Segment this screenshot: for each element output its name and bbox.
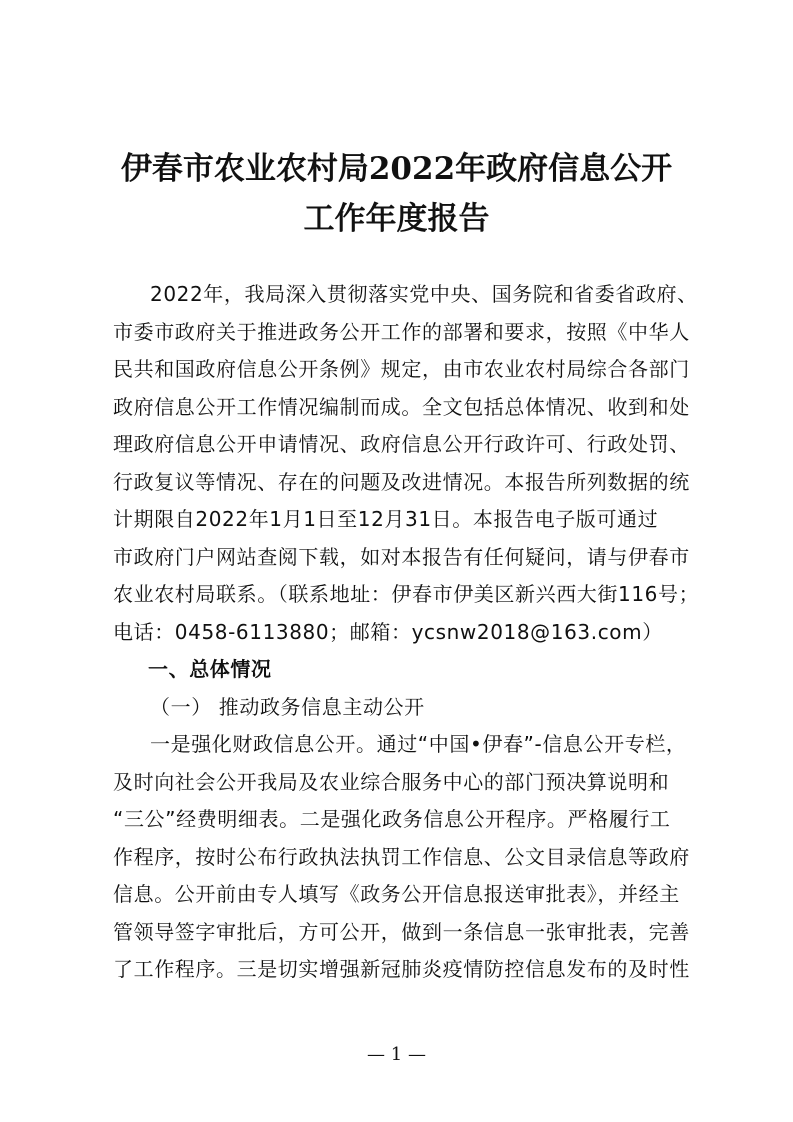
paragraph-line: 管领导签字审批后，方可公开，做到一条信息一张审批表，完善 [113,919,690,944]
paragraph-line: 理政府信息公开申请情况、政府信息公开行政许可、行政处罚、 [113,432,690,456]
paragraph-line: 政府信息公开工作情况编制而成。全文包括总体情况、收到和处 [113,394,690,419]
page-number: — 1 — [367,1044,426,1065]
paragraph-line: 信息。公开前由专人填写《政务公开信息报送审批表》，并经主 [113,882,680,906]
report-title-line-2: 工作年度报告 [303,201,490,237]
paragraph-line: 了工作程序。三是切实增强新冠肺炎疫情防控信息发布的及时性 [113,957,690,981]
report-body [113,276,700,989]
paragraph-line: 作程序，按时公布行政执法执罚工作信息、公文目录信息等政府 [113,844,690,869]
report-title-line-1: 伊春市农业农村局2022年政府信息公开 [120,151,673,187]
subsection-heading: （一） 推动政务信息主动公开 [150,694,425,719]
paragraph-line: 行政复议等情况、存在的问题及改进情况。本报告所列数据的统 [113,469,690,494]
paragraph-line: 计期限自2022年1月1日至12月31日。本报告电子版可通过 [113,507,659,531]
paragraph-line: 电话：0458-6113880；邮箱：ycsnw2018@163.com） [113,619,663,644]
paragraph-line: “三公”经费明细表。二是强化政务信息公开程序。严格履行工 [113,807,671,831]
paragraph-line: 市政府门户网站查阅下载，如对本报告有任何疑问，请与伊春市 [113,544,690,569]
paragraph-line: 民共和国政府信息公开条例》规定，由市农业农村局综合各部门 [113,357,690,381]
paragraph-line: 市委市政府关于推进政务公开工作的部署和要求，按照《中华人 [113,319,690,344]
paragraph-line: 及时向社会公开我局及农业综合服务中心的部门预决算说明和 [113,769,670,794]
paragraph-line: 一是强化财政信息公开。通过“中国•伊春”-信息公开专栏， [150,732,687,756]
section-heading: 一、总体情况 [148,657,272,681]
paragraph-line: 农业农村局联系。（联系地址：伊春市伊美区新兴西大街116号； [113,582,700,606]
paragraph-line: 2022年，我局深入贯彻落实党中央、国务院和省委省政府、 [150,282,698,306]
